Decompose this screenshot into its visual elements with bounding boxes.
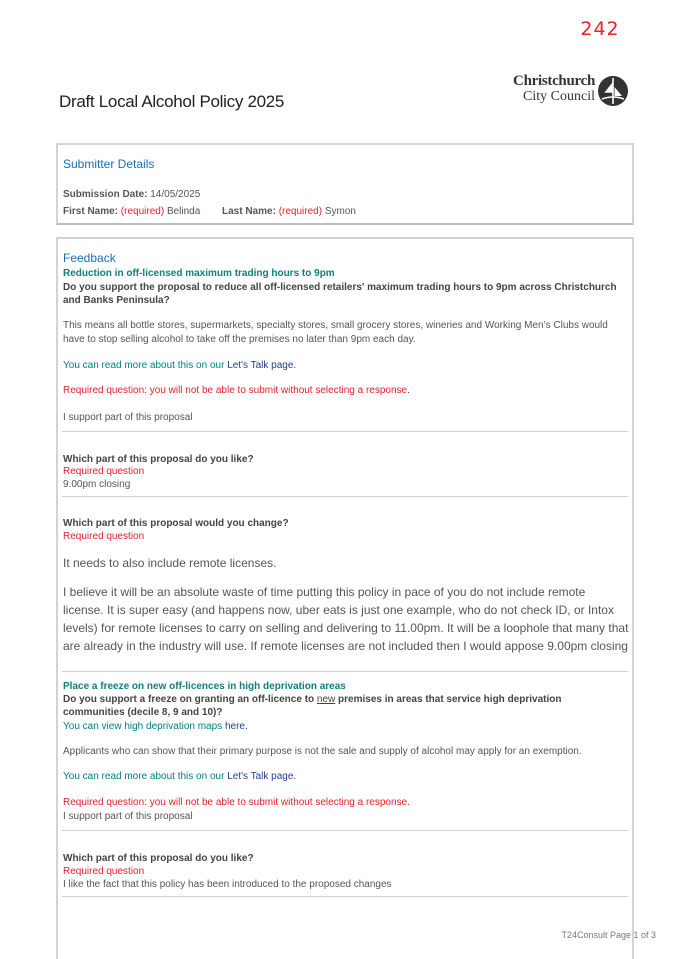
submitter-heading: Submitter Details (63, 157, 155, 171)
q1-title: Reduction in off-licensed maximum trading hours to 9pm (63, 268, 335, 279)
q1-change-question: Which part of this proposal would you change? (63, 518, 289, 529)
q2-answer: I support part of this proposal (63, 811, 193, 822)
q1-question: Do you support the proposal to reduce all off-licensed retailers' maximum trading hours to 9pm across Christchurch and Banks Peninsula? (63, 282, 617, 306)
divider (62, 496, 628, 497)
divider (62, 431, 628, 432)
christchurch-council-logo-icon (597, 75, 629, 107)
q1-required-notice: Required question: you will not be able to submit without selecting a response. (63, 385, 410, 396)
q1-like-answer: 9.00pm closing (63, 479, 131, 490)
q2-maps (63, 720, 248, 733)
last-name-value: Symon (324, 206, 356, 217)
q2-title: Place a freeze on new off-licences in high deprivation areas (63, 681, 346, 692)
q2-description: Applicants who can show that their primary purpose is not the sale and supply of alcohol may apply for an exemption. (63, 746, 582, 757)
q2-lets-talk-link[interactable]: Let's Talk page. (227, 771, 297, 782)
first-name-required: (required) (120, 206, 165, 217)
q2-question-pre: Do you support a freeze on granting an off-licence to (63, 694, 317, 705)
q1-read-more-text: You can read more about this on our (63, 360, 228, 371)
q2-question (63, 693, 603, 719)
council-logo (500, 74, 630, 108)
q2-required-notice: Required question: you will not be able to submit without selecting a response. (63, 797, 410, 808)
divider (62, 830, 628, 831)
q1-description: This means all bottle stores, supermarkets, specialty stores, small grocery stores, wineries and Working Men’s Clubs would have to stop selling alcohol to take off the premises no later than 9pm each day. (63, 320, 608, 345)
feedback-heading: Feedback (63, 251, 116, 265)
page-footer: T24Consult Page 1 of 3 (561, 930, 656, 940)
q2-like-question: Which part of this proposal do you like? (63, 853, 254, 864)
last-name-required: (required) (278, 206, 323, 217)
q1-like-required: Required question (63, 466, 145, 477)
first-name-row (63, 205, 200, 218)
submission-date-label: Submission Date: (63, 189, 148, 200)
q2-question-post: premises in areas that service high deprivation communities (decile 8, 9 and 10)? (63, 694, 562, 718)
divider (62, 671, 628, 672)
divider (62, 896, 628, 897)
q1-answer: I support part of this proposal (63, 412, 193, 423)
last-name-row (222, 205, 356, 218)
first-name-label: First Name: (63, 206, 119, 217)
q2-read-more (63, 770, 296, 783)
q2-maps-link[interactable]: here. (224, 721, 248, 732)
q1-change-answer-p2: I believe it will be an absolute waste of time putting this policy in pace of you do not include remote license. It is super easy (and happens now, uber eats is just one example, who do not check ID, or Intox levels) for remote licenses to carry on selling and delivering to 11.00pm. It will be a loophole that many that are already in the industry will use. If remote licenses are not included then I would appose 9.00pm closing (63, 585, 629, 653)
q2-question-new: new (316, 694, 336, 705)
page-title: Draft Local Alcohol Policy 2025 (59, 92, 285, 111)
last-name-label: Last Name: (222, 206, 276, 217)
q2-like-required: Required question (63, 866, 145, 877)
q2-maps-text: You can view high deprivation maps (63, 721, 225, 732)
logo-line2: City Council (523, 89, 595, 104)
submission-date-value: 14/05/2025 (150, 189, 201, 200)
submission-date-row (63, 188, 200, 201)
q2-like-answer: I like the fact that this policy has been introduced to the proposed changes (63, 879, 392, 890)
q1-change-required: Required question (63, 531, 145, 542)
q1-like-question: Which part of this proposal do you like? (63, 454, 254, 465)
q1-change-answer-p1: It needs to also include remote licenses. (63, 556, 277, 570)
first-name-value: Belinda (166, 206, 201, 217)
q1-lets-talk-link[interactable]: Let's Talk page. (227, 360, 297, 371)
q2-read-more-text: You can read more about this on our (63, 771, 228, 782)
q1-read-more (63, 359, 296, 372)
logo-line1: Christchurch (513, 73, 595, 89)
page-number: 242 (580, 18, 620, 40)
